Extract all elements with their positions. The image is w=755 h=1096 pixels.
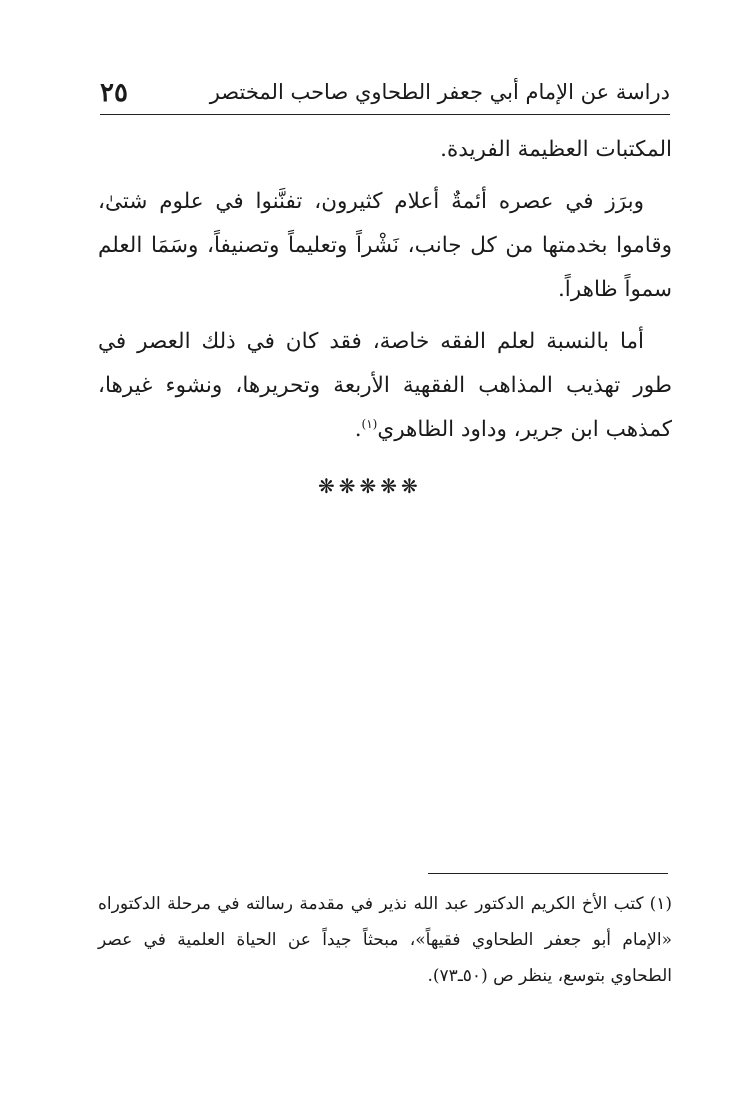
main-text — [98, 128, 672, 460]
paragraph-continuation: المكتبات العظيمة الفريدة. — [440, 137, 672, 162]
footnote-marker: (١) — [649, 894, 672, 914]
page-number: ٢٥ — [100, 78, 128, 108]
footnote-paragraph — [98, 886, 672, 994]
running-header — [100, 78, 670, 116]
header-title: دراسة عن الإمام أبي جعفر الطحاوي صاحب المختصر — [209, 80, 670, 104]
section-separator: ❋❋❋❋❋ — [318, 474, 422, 498]
footnote-text: كتب الأخ الكريم الدكتور عبد الله نذير في مقدمة رسالته في مرحلة الدكتوراه «الإمام أبو جعفر الطحاوي فقيهاً»، مبحثاً جيداً عن الحياة العلمية في عصر الطحاوي بتوسع، ينظر ص (٥٠ـ٧٣). — [98, 894, 672, 986]
paragraph-fiqh-text: أما بالنسبة لعلم الفقه خاصة، فقد كان في ذلك العصر في طور تهذيب المذاهب الفقهية الأربعة وتحريرها، ونشوء غيرها، كمذهب ابن جرير، وداود الظاهري — [98, 329, 672, 442]
header-rule — [100, 114, 670, 115]
footnote-reference[interactable]: (١) — [361, 416, 378, 431]
footnote — [98, 886, 672, 994]
paragraph-fiqh-end: . — [354, 417, 362, 442]
paragraph-fiqh — [98, 320, 672, 452]
footnote-rule — [428, 873, 668, 874]
paragraph-scholars: وبرَز في عصره أئمةٌ أعلام كثيرون، تفنَّنوا في علوم شتىٰ، وقاموا بخدمتها من كل جانب، نَشْراً وتعليماً وتصنيفاً، وسَمَا العلم سمواً ظاهراً. — [98, 189, 672, 302]
